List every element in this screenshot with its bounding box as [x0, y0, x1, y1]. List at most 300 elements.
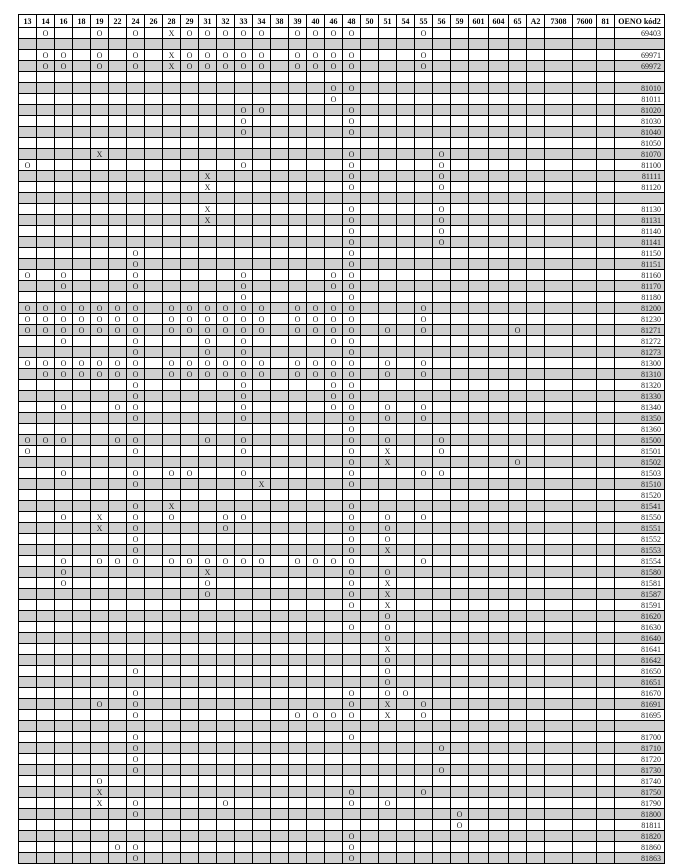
mark-cell — [37, 820, 55, 831]
mark-cell — [469, 710, 489, 721]
mark-cell — [545, 556, 573, 567]
mark-cell — [91, 204, 109, 215]
mark-cell — [19, 721, 37, 732]
mark-cell — [325, 138, 343, 149]
mark-cell — [37, 215, 55, 226]
mark-cell — [109, 798, 127, 809]
mark-cell — [545, 457, 573, 468]
mark-cell — [573, 534, 597, 545]
mark-cell — [91, 633, 109, 644]
mark-cell — [573, 215, 597, 226]
mark-cell — [163, 259, 181, 270]
mark-cell: O — [127, 479, 145, 490]
mark-cell — [55, 545, 73, 556]
mark-cell — [163, 567, 181, 578]
mark-cell — [91, 105, 109, 116]
mark-cell: O — [73, 303, 91, 314]
mark-cell — [253, 655, 271, 666]
mark-cell — [289, 380, 307, 391]
mark-cell: O — [325, 369, 343, 380]
mark-cell — [415, 204, 433, 215]
mark-cell — [597, 292, 615, 303]
mark-cell — [199, 490, 217, 501]
mark-cell — [597, 743, 615, 754]
mark-cell — [379, 292, 397, 303]
mark-cell: O — [343, 336, 361, 347]
oeno-code-cell: 81120 — [615, 182, 665, 193]
mark-cell — [573, 468, 597, 479]
mark-cell — [573, 270, 597, 281]
mark-cell — [127, 193, 145, 204]
mark-cell — [127, 589, 145, 600]
mark-cell — [271, 501, 289, 512]
mark-cell — [469, 644, 489, 655]
mark-cell — [433, 259, 451, 270]
mark-cell — [597, 402, 615, 413]
mark-cell — [163, 666, 181, 677]
mark-cell — [545, 347, 573, 358]
mark-cell — [597, 413, 615, 424]
mark-cell — [163, 193, 181, 204]
mark-cell — [55, 743, 73, 754]
mark-cell — [37, 776, 55, 787]
mark-cell — [545, 105, 573, 116]
mark-cell — [397, 292, 415, 303]
mark-cell — [73, 622, 91, 633]
oeno-code-cell: 81502 — [615, 457, 665, 468]
mark-cell — [433, 83, 451, 94]
mark-cell: O — [127, 50, 145, 61]
mark-cell — [235, 479, 253, 490]
mark-cell — [181, 292, 199, 303]
mark-cell: O — [181, 369, 199, 380]
mark-cell — [37, 193, 55, 204]
oeno-code-cell: 81811 — [615, 820, 665, 831]
mark-cell — [307, 732, 325, 743]
mark-cell — [469, 391, 489, 402]
mark-cell — [235, 567, 253, 578]
mark-cell — [235, 677, 253, 688]
mark-cell: O — [325, 61, 343, 72]
mark-cell — [199, 292, 217, 303]
mark-cell — [361, 578, 379, 589]
mark-cell — [307, 699, 325, 710]
mark-cell — [361, 512, 379, 523]
mark-cell — [415, 501, 433, 512]
mark-cell — [271, 149, 289, 160]
table-row — [19, 787, 665, 798]
mark-cell: O — [127, 336, 145, 347]
mark-cell — [145, 853, 163, 864]
mark-cell — [307, 501, 325, 512]
mark-cell: O — [109, 556, 127, 567]
mark-cell — [127, 677, 145, 688]
mark-cell — [451, 39, 469, 50]
mark-cell — [289, 765, 307, 776]
mark-cell — [451, 754, 469, 765]
mark-cell: O — [379, 633, 397, 644]
oeno-code-cell: 81010 — [615, 83, 665, 94]
mark-cell — [55, 127, 73, 138]
mark-cell: O — [37, 303, 55, 314]
mark-cell — [433, 732, 451, 743]
mark-cell — [597, 50, 615, 61]
mark-cell — [217, 688, 235, 699]
mark-cell: O — [199, 28, 217, 39]
mark-cell — [545, 83, 573, 94]
mark-cell — [545, 127, 573, 138]
mark-cell — [163, 182, 181, 193]
mark-cell — [181, 578, 199, 589]
mark-cell — [527, 842, 545, 853]
mark-cell — [19, 138, 37, 149]
mark-cell — [199, 468, 217, 479]
mark-cell: O — [307, 556, 325, 567]
mark-cell — [325, 72, 343, 83]
mark-cell — [163, 490, 181, 501]
mark-cell: O — [379, 534, 397, 545]
oeno-code-cell: 81651 — [615, 677, 665, 688]
mark-cell — [379, 765, 397, 776]
table-row — [19, 743, 665, 754]
mark-cell: O — [307, 28, 325, 39]
mark-cell — [73, 182, 91, 193]
mark-cell — [397, 39, 415, 50]
oeno-code-cell: 81730 — [615, 765, 665, 776]
mark-cell — [91, 468, 109, 479]
mark-cell — [181, 402, 199, 413]
mark-cell: O — [343, 391, 361, 402]
mark-cell — [545, 336, 573, 347]
mark-cell — [509, 402, 527, 413]
mark-cell — [145, 842, 163, 853]
mark-cell — [325, 237, 343, 248]
mark-cell — [91, 666, 109, 677]
mark-cell — [271, 303, 289, 314]
mark-cell — [509, 622, 527, 633]
mark-cell — [73, 655, 91, 666]
mark-cell — [73, 567, 91, 578]
mark-cell — [451, 523, 469, 534]
mark-cell — [545, 842, 573, 853]
mark-cell — [361, 105, 379, 116]
mark-cell — [489, 831, 509, 842]
mark-cell — [573, 545, 597, 556]
mark-cell: O — [199, 61, 217, 72]
mark-cell — [73, 248, 91, 259]
mark-cell — [509, 369, 527, 380]
mark-cell — [253, 292, 271, 303]
mark-cell: O — [19, 270, 37, 281]
mark-cell — [325, 116, 343, 127]
column-header: 24 — [127, 15, 145, 28]
mark-cell: O — [343, 270, 361, 281]
mark-cell — [433, 820, 451, 831]
mark-cell — [527, 633, 545, 644]
mark-cell — [271, 853, 289, 864]
oeno-code-cell: 81553 — [615, 545, 665, 556]
mark-cell: O — [433, 435, 451, 446]
mark-cell — [527, 413, 545, 424]
mark-cell — [217, 545, 235, 556]
mark-cell: O — [343, 204, 361, 215]
mark-cell — [361, 182, 379, 193]
mark-cell: O — [343, 402, 361, 413]
mark-cell: O — [55, 512, 73, 523]
mark-cell — [127, 138, 145, 149]
mark-cell — [451, 842, 469, 853]
mark-cell — [181, 94, 199, 105]
mark-cell — [573, 523, 597, 534]
mark-cell: O — [37, 50, 55, 61]
mark-cell: X — [91, 523, 109, 534]
mark-cell — [271, 512, 289, 523]
mark-cell — [573, 138, 597, 149]
oeno-code-cell: 81695 — [615, 710, 665, 721]
mark-cell — [343, 765, 361, 776]
mark-cell — [469, 50, 489, 61]
mark-cell — [199, 820, 217, 831]
mark-cell — [289, 501, 307, 512]
table-row — [19, 644, 665, 655]
mark-cell — [271, 61, 289, 72]
mark-cell — [361, 457, 379, 468]
mark-cell — [469, 215, 489, 226]
mark-cell — [145, 336, 163, 347]
mark-cell — [55, 171, 73, 182]
mark-cell — [307, 336, 325, 347]
mark-cell — [325, 666, 343, 677]
mark-cell — [343, 666, 361, 677]
mark-cell — [235, 798, 253, 809]
mark-cell — [307, 666, 325, 677]
mark-cell — [145, 699, 163, 710]
mark-cell — [545, 171, 573, 182]
oeno-code-cell: 81591 — [615, 600, 665, 611]
mark-cell — [397, 116, 415, 127]
mark-cell — [73, 347, 91, 358]
mark-cell — [325, 732, 343, 743]
mark-cell — [597, 600, 615, 611]
mark-cell — [573, 655, 597, 666]
mark-cell: X — [379, 457, 397, 468]
mark-cell — [73, 28, 91, 39]
mark-cell — [343, 193, 361, 204]
mark-cell — [573, 512, 597, 523]
mark-cell — [379, 501, 397, 512]
mark-cell — [19, 820, 37, 831]
mark-cell: O — [55, 336, 73, 347]
mark-cell — [199, 754, 217, 765]
mark-cell — [397, 644, 415, 655]
mark-cell — [73, 61, 91, 72]
mark-cell — [307, 842, 325, 853]
mark-cell — [597, 732, 615, 743]
column-header: 34 — [253, 15, 271, 28]
mark-cell — [181, 424, 199, 435]
mark-cell — [545, 710, 573, 721]
mark-cell — [545, 732, 573, 743]
mark-cell: X — [379, 446, 397, 457]
mark-cell: O — [379, 567, 397, 578]
mark-cell — [433, 39, 451, 50]
mark-cell — [509, 303, 527, 314]
mark-cell — [527, 270, 545, 281]
mark-cell — [489, 468, 509, 479]
mark-cell — [73, 787, 91, 798]
mark-cell — [307, 820, 325, 831]
mark-cell — [217, 83, 235, 94]
mark-cell: O — [235, 358, 253, 369]
mark-cell — [181, 336, 199, 347]
mark-cell — [597, 666, 615, 677]
mark-cell — [55, 622, 73, 633]
mark-cell — [325, 39, 343, 50]
column-header: 14 — [37, 15, 55, 28]
mark-cell — [55, 754, 73, 765]
mark-cell — [451, 336, 469, 347]
mark-cell — [181, 633, 199, 644]
mark-cell — [181, 798, 199, 809]
mark-cell: O — [19, 160, 37, 171]
mark-cell — [55, 842, 73, 853]
mark-cell — [19, 171, 37, 182]
mark-cell — [397, 204, 415, 215]
mark-cell: X — [91, 149, 109, 160]
mark-cell — [199, 611, 217, 622]
mark-cell — [109, 237, 127, 248]
mark-cell — [127, 567, 145, 578]
mark-cell — [163, 424, 181, 435]
mark-cell — [545, 688, 573, 699]
mark-cell — [163, 534, 181, 545]
mark-cell — [597, 622, 615, 633]
mark-cell — [271, 39, 289, 50]
mark-cell: O — [235, 160, 253, 171]
mark-cell — [573, 644, 597, 655]
mark-cell — [451, 743, 469, 754]
mark-cell — [361, 611, 379, 622]
mark-cell — [343, 754, 361, 765]
table-row — [19, 402, 665, 413]
mark-cell: O — [415, 314, 433, 325]
mark-cell — [415, 600, 433, 611]
mark-cell — [163, 281, 181, 292]
mark-cell — [199, 765, 217, 776]
mark-cell — [433, 611, 451, 622]
mark-cell — [91, 831, 109, 842]
mark-cell — [451, 369, 469, 380]
mark-cell — [163, 237, 181, 248]
mark-cell — [397, 325, 415, 336]
mark-cell — [379, 556, 397, 567]
mark-cell — [307, 754, 325, 765]
mark-cell — [361, 523, 379, 534]
mark-cell — [253, 853, 271, 864]
mark-cell — [253, 215, 271, 226]
mark-cell — [451, 116, 469, 127]
mark-cell — [253, 138, 271, 149]
mark-cell — [415, 193, 433, 204]
mark-cell — [361, 413, 379, 424]
oeno-code-cell: 81554 — [615, 556, 665, 567]
mark-cell — [235, 589, 253, 600]
mark-cell — [489, 39, 509, 50]
mark-cell — [433, 600, 451, 611]
mark-cell — [527, 721, 545, 732]
mark-cell — [527, 666, 545, 677]
mark-cell — [325, 721, 343, 732]
mark-cell — [545, 523, 573, 534]
mark-cell — [217, 765, 235, 776]
mark-cell — [489, 303, 509, 314]
mark-cell — [55, 83, 73, 94]
mark-cell — [415, 589, 433, 600]
mark-cell — [397, 468, 415, 479]
mark-cell: O — [127, 710, 145, 721]
mark-cell: O — [19, 325, 37, 336]
mark-cell — [379, 72, 397, 83]
mark-cell — [253, 666, 271, 677]
mark-cell — [19, 853, 37, 864]
mark-cell — [469, 204, 489, 215]
mark-cell — [19, 743, 37, 754]
mark-cell — [145, 94, 163, 105]
column-header: 601 — [469, 15, 489, 28]
mark-cell — [433, 776, 451, 787]
mark-cell: O — [73, 314, 91, 325]
mark-cell — [199, 721, 217, 732]
mark-cell — [509, 655, 527, 666]
mark-cell — [109, 787, 127, 798]
mark-cell — [145, 237, 163, 248]
mark-cell — [91, 600, 109, 611]
mark-cell — [19, 776, 37, 787]
mark-cell — [415, 127, 433, 138]
mark-cell: O — [325, 83, 343, 94]
mark-cell — [397, 138, 415, 149]
mark-cell: O — [127, 259, 145, 270]
mark-cell — [325, 677, 343, 688]
mark-cell — [433, 28, 451, 39]
mark-cell — [199, 160, 217, 171]
mark-cell — [415, 754, 433, 765]
mark-cell — [181, 688, 199, 699]
mark-cell — [415, 94, 433, 105]
mark-cell: O — [379, 325, 397, 336]
mark-cell — [451, 611, 469, 622]
mark-cell — [469, 523, 489, 534]
mark-cell — [415, 391, 433, 402]
mark-cell — [415, 83, 433, 94]
mark-cell — [181, 259, 199, 270]
mark-cell — [55, 644, 73, 655]
mark-cell — [253, 259, 271, 270]
mark-cell — [597, 589, 615, 600]
mark-cell — [379, 424, 397, 435]
mark-cell — [289, 831, 307, 842]
mark-cell — [199, 710, 217, 721]
mark-cell — [181, 677, 199, 688]
mark-cell — [469, 743, 489, 754]
mark-cell — [451, 633, 469, 644]
mark-cell — [361, 369, 379, 380]
mark-cell: O — [91, 50, 109, 61]
mark-cell — [127, 490, 145, 501]
mark-cell — [545, 116, 573, 127]
mark-cell — [91, 710, 109, 721]
mark-cell — [163, 336, 181, 347]
